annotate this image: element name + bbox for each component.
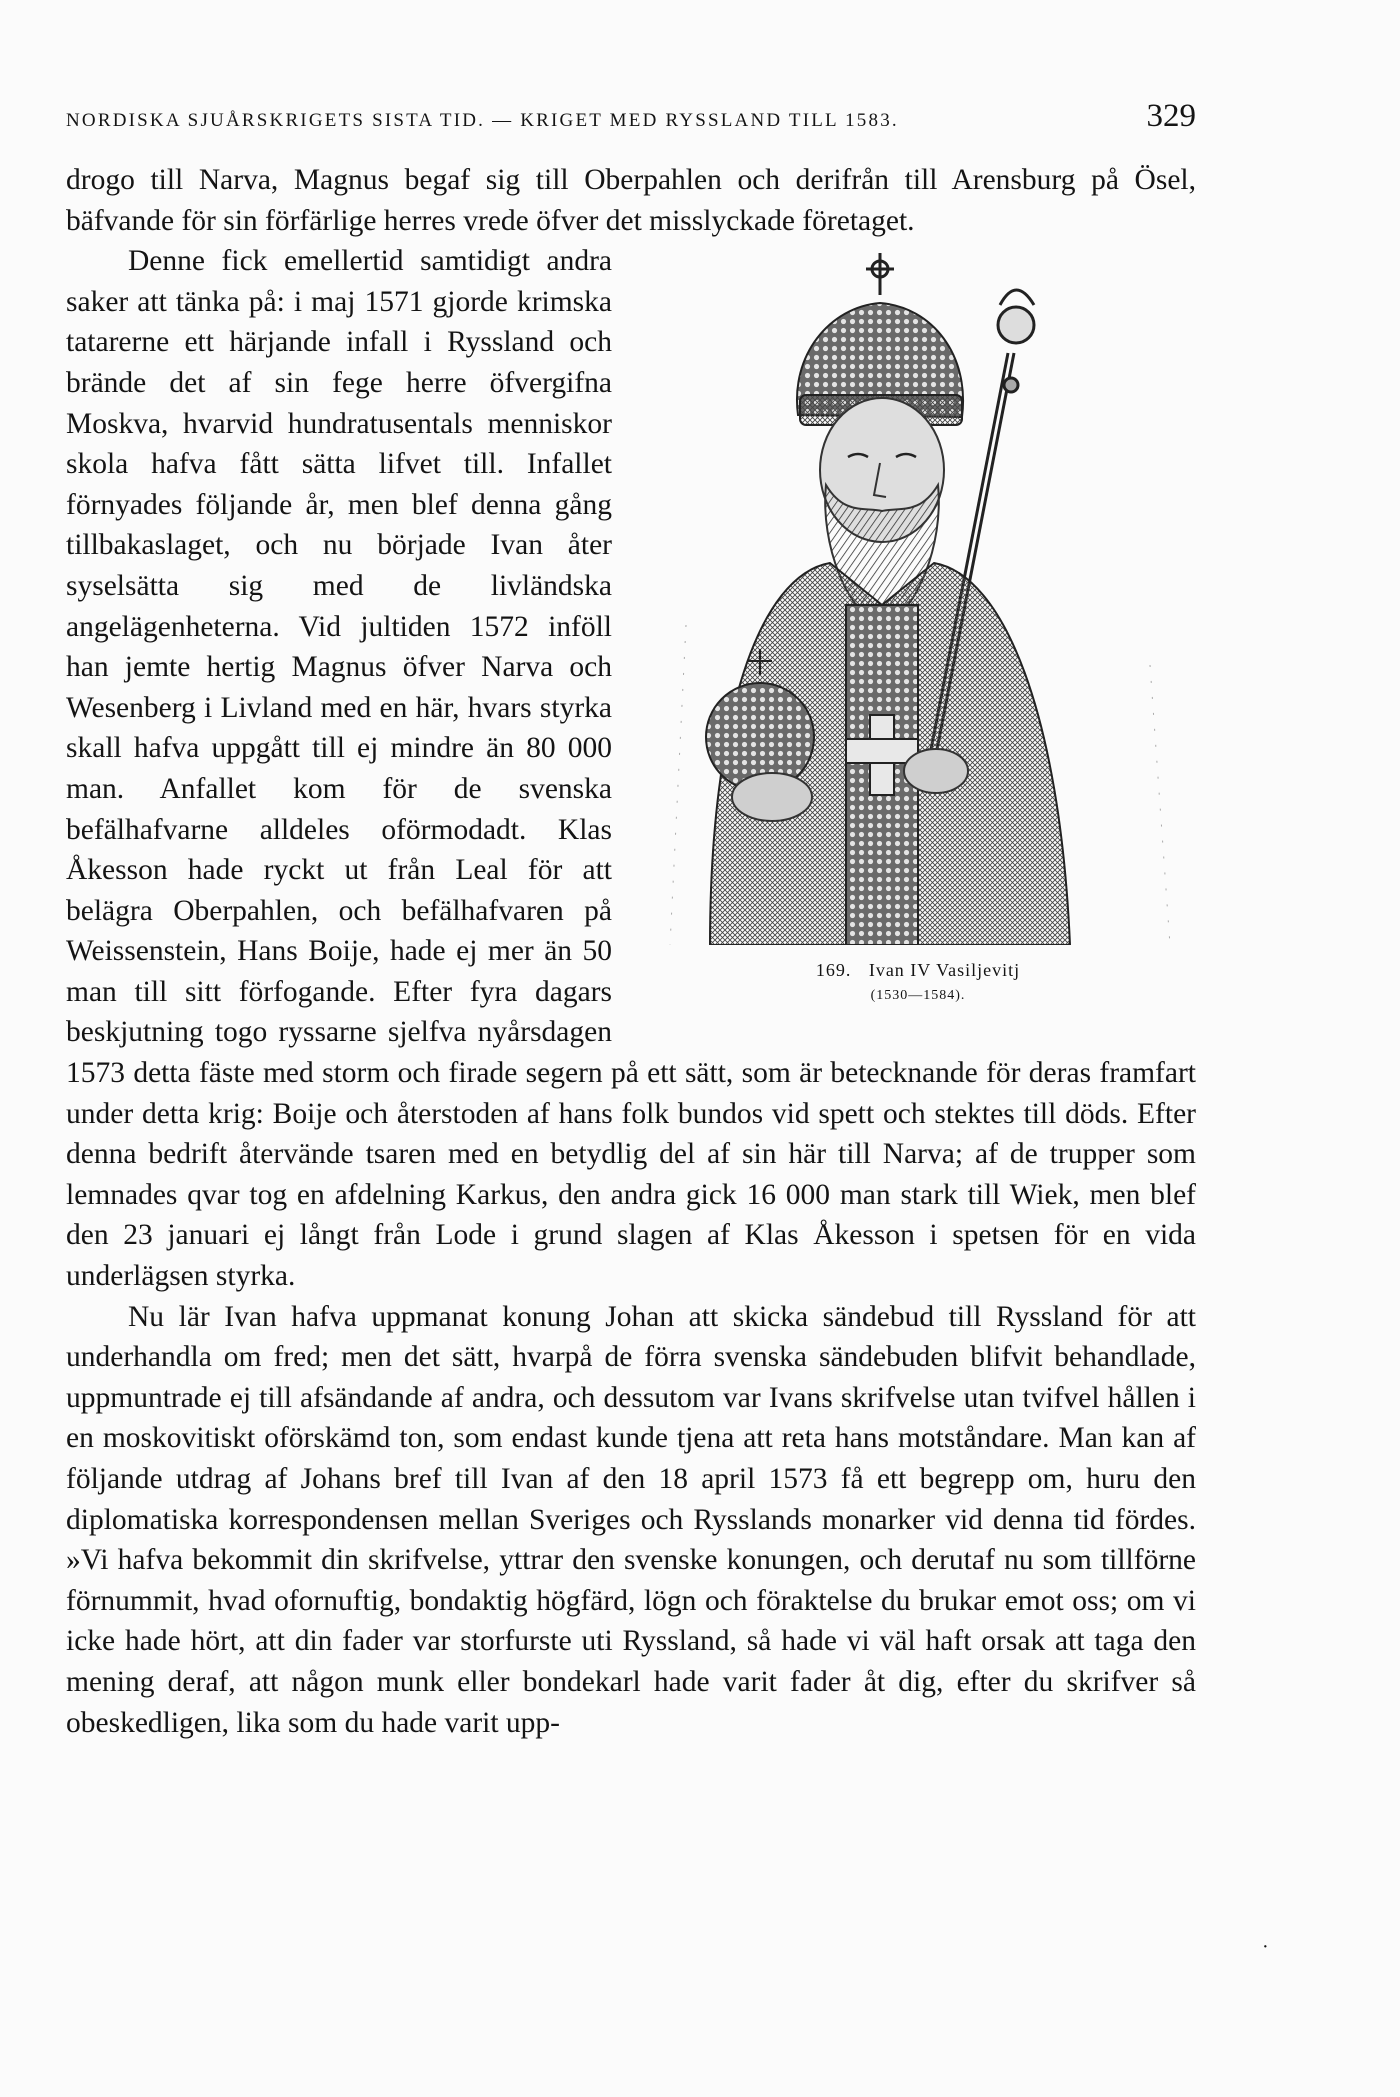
- portrait-figure: [640, 245, 1196, 1035]
- crown-cross-icon: [866, 253, 894, 295]
- running-head: [66, 94, 1196, 144]
- paragraph-continuation: drogo till Narva, Magnus begaf sig till Oberpahlen och derifrån till Arensburg på Ösel, bäfvande för sin förfärlige herres vrede öfver det misslyckade företaget.: [66, 164, 1196, 237]
- figure-dates: (1530—1584).: [870, 988, 966, 1004]
- figure-caption-text: Ivan IV Vasiljevitj: [868, 960, 1021, 981]
- paragraph-crimean-raid: Denne fick emellertid samtidigt andra saker att tänka på: i maj 1571 gjorde krimska tatarerne ett härjande infall i Ryssland och brände det af sin fege herre öfvergifna Moskva, hvarvid hundratusentals menniskor skola hafva fått sätta lifvet till. Infallet förnyades följande år, men blef denna gång tillbakaslaget, och nu började Ivan åter syselsätta sig med de livländska angelägenheterna. Vid jultiden 1572 inföll han jemte hertig Magnus öfver Narva och Wesenberg i Livland med en här, hvars styrka skall hafva uppgått till ej mindre än 80 000 man. Anfallet kom för de svenska befälhafvarne alldeles oförmodadt. Klas Åkesson hade ryckt ut från Leal för att belägra Oberpahlen, och befälhafvaren på Weissenstein, Hans Boije, hade ej mer än 50 man till sitt förfogande. Efter fyra dagars beskjutning togo ryssarne sjelfva nyårsdagen 1573 detta fäste med storm och firade segern på ett sätt, som är betecknande för deras framfart under detta krig: Boije och återstoden af hans folk bundos vid spett och stektes till döds. Efter denna bedrift återvände tsaren med en betydlig del af sin här till Narva; af de trupper som lemnades qvar tog en afdelning Karkus, den andra gick 16 000 man stark till Wiek, men blef den 23 januari ej långt från Lode i grund slagen af Klas Åkesson i spetsen för en vida underlägsen styrka.: [66, 245, 1196, 1293]
- page-number: 329: [1146, 98, 1196, 134]
- figure-caption: [640, 957, 1196, 1009]
- body-text: [66, 160, 1196, 1743]
- stray-print-mark: ·: [1262, 1936, 1269, 1958]
- figure-number: 169.: [815, 960, 852, 981]
- running-head-title: NORDISKA SJUÅRSKRIGETS SISTA TID. — KRIGET MED RYSSLAND TILL 1583.: [66, 110, 899, 131]
- portrait-engraving: [650, 245, 1186, 945]
- paragraph-letter: Nu lär Ivan hafva uppmanat konung Johan att skicka sändebud till Ryssland för att underhandla om fred; men det sätt, hvarpå de förra svenska sändebuden blifvit behandlade, uppmuntrade ej till afsändande af andra, och dessutom var Ivans skrifvelse utan tvifvel hållen i en moskovitiskt oförskämd ton, som endast kunde tjena att reta hans motståndare. Man kan af följande utdrag af Johans bref till Ivan af den 18 april 1573 få ett begrepp om, huru den diplomatiska korrespondensen mellan Sveriges och Rysslands monarker vid denna tid fördes. »Vi hafva bekommit din skrifvelse, yttrar den svenske konungen, och derutaf nu som tillförne förnummit, hvad ofornuftig, bondaktig högfärd, lögn och föraktelse du brukar emot oss; om vi icke hade hört, att din fader var storfurste uti Ryssland, så hade vi väl haft orsak att taga den mening deraf, att någon munk eller bondekarl hade varit fader åt dig, efter du skrifver så obeskedligen, lika som du hade varit upp-: [66, 1300, 1196, 1739]
